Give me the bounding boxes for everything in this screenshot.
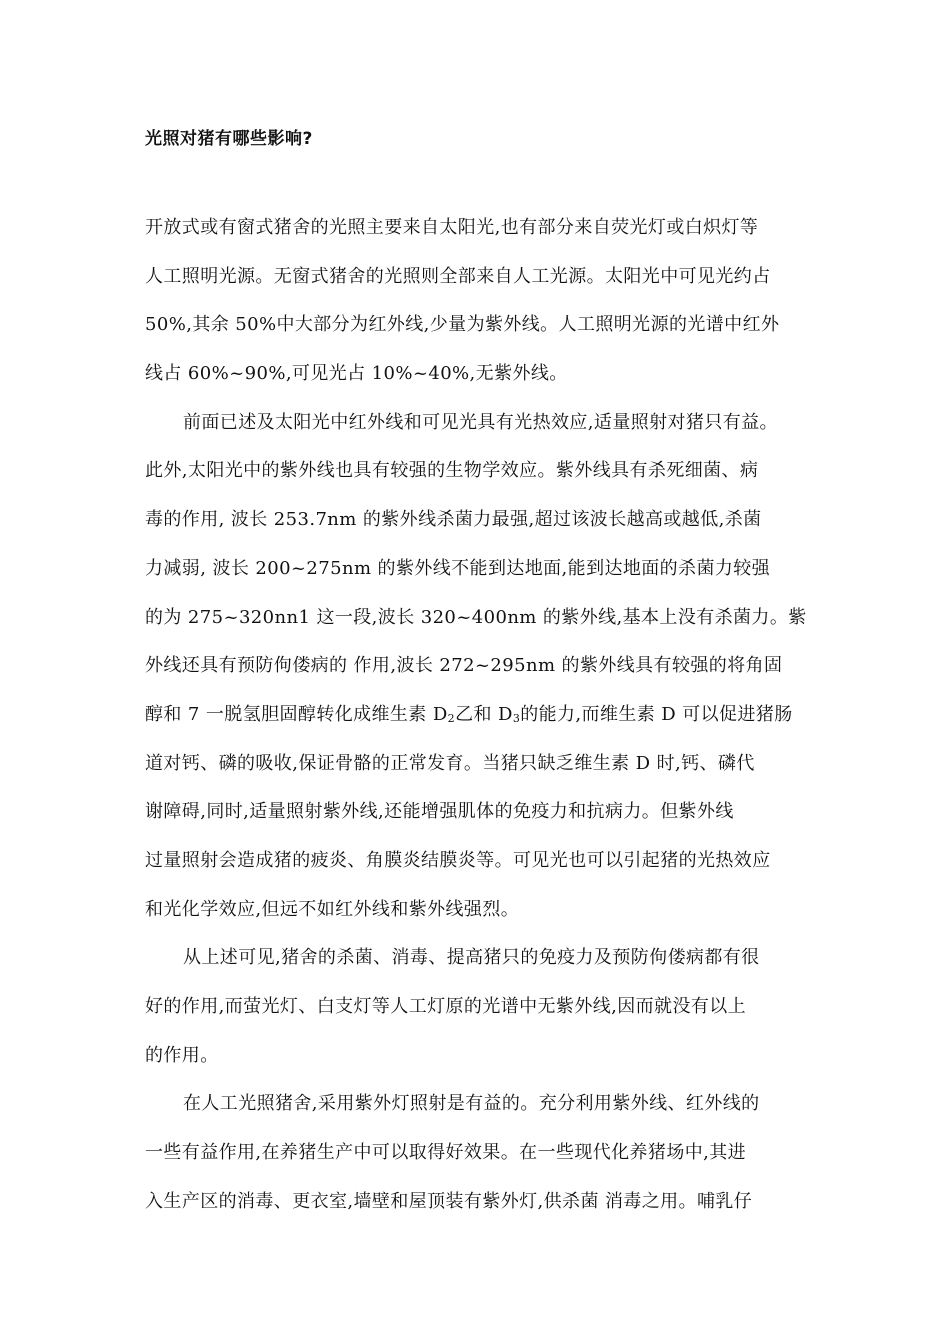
text-line: 好的作用,而萤光灯、白支灯等人工灯原的光谱中无紫外线,因而就没有以上	[145, 996, 747, 1017]
text-line: 和光化学效应,但远不如红外线和紫外线强烈。	[145, 898, 520, 920]
text-line: 线占 60%~90%,可见光占 10%~40%,无紫外线。	[145, 363, 568, 385]
text-line: 开放式或有窗式猪舍的光照主要来自太阳光,也有部分来自荧光灯或白炽灯等	[145, 217, 759, 238]
text-line: 人工照明光源。无窗式猪舍的光照则全部来自人工光源。太阳光中可见光约占	[145, 265, 771, 287]
text-line: 一些有益作用,在养猪生产中可以取得好效果。在一些现代化养猪场中,其进	[145, 1142, 747, 1164]
subscript: 3	[512, 711, 521, 725]
text-line: 毒的作用, 波长 253.7nm 的紫外线杀菌力最强,超过该波长越高或越低,杀菌	[145, 509, 762, 531]
text-line: 的为 275~320nn1 这一段,波长 320~400nm 的紫外线,基本上没有杀菌力。紫	[145, 606, 807, 628]
text-segment: 的能力,而维生素 D 可以促进猪肠	[520, 703, 793, 725]
document-title: 光照对猪有哪些影响?	[145, 129, 313, 149]
document-body	[145, 210, 815, 1232]
text-line: 入生产区的消毒、更衣室,墙壁和屋顶装有紫外灯,供杀菌 消毒之用。哺乳仔	[145, 1190, 753, 1212]
text-line-with-subscripts	[145, 697, 815, 746]
text-segment: 乙和 D	[455, 703, 513, 725]
text-line: 外线还具有预防佝偻病的 作用,波长 272~295nm 的紫外线具有较强的将角固	[145, 655, 783, 677]
text-line: 的作用。	[145, 1044, 219, 1066]
text-line: 道对钙、磷的吸收,保证骨骼的正常发育。当猪只缺乏维生素 D 时,钙、磷代	[145, 752, 755, 774]
text-segment: 醇和 7 一脱氢胆固醇转化成维生素 D	[145, 703, 448, 725]
text-line: 谢障碍,同时,适量照射紫外线,还能增强肌体的免疫力和抗病力。但紫外线	[145, 801, 734, 823]
text-line-paragraph-start: 在人工光照猪舍,采用紫外灯照射是有益的。充分利用紫外线、红外线的	[183, 1093, 760, 1115]
text-line: 50%,其余 50%中大部分为红外线,少量为紫外线。人工照明光源的光谱中红外	[145, 314, 780, 336]
text-line: 过量照射会造成猪的疲炎、角膜炎结膜炎等。可见光也可以引起猪的光热效应	[145, 849, 771, 871]
subscript: 2	[447, 711, 456, 725]
text-line: 力减弱, 波长 200~275nm 的紫外线不能到达地面,能到达地面的杀菌力较强	[145, 557, 771, 579]
text-line-paragraph-start: 前面已述及太阳光中红外线和可见光具有光热效应,适量照射对猪只有益。	[183, 411, 778, 433]
text-line-paragraph-start: 从上述可见,猪舍的杀菌、消毒、提高猪只的免疫力及预防佝偻病都有很	[183, 947, 760, 969]
text-line: 此外,太阳光中的紫外线也具有较强的生物学效应。紫外线具有杀死细菌、病	[145, 460, 759, 482]
